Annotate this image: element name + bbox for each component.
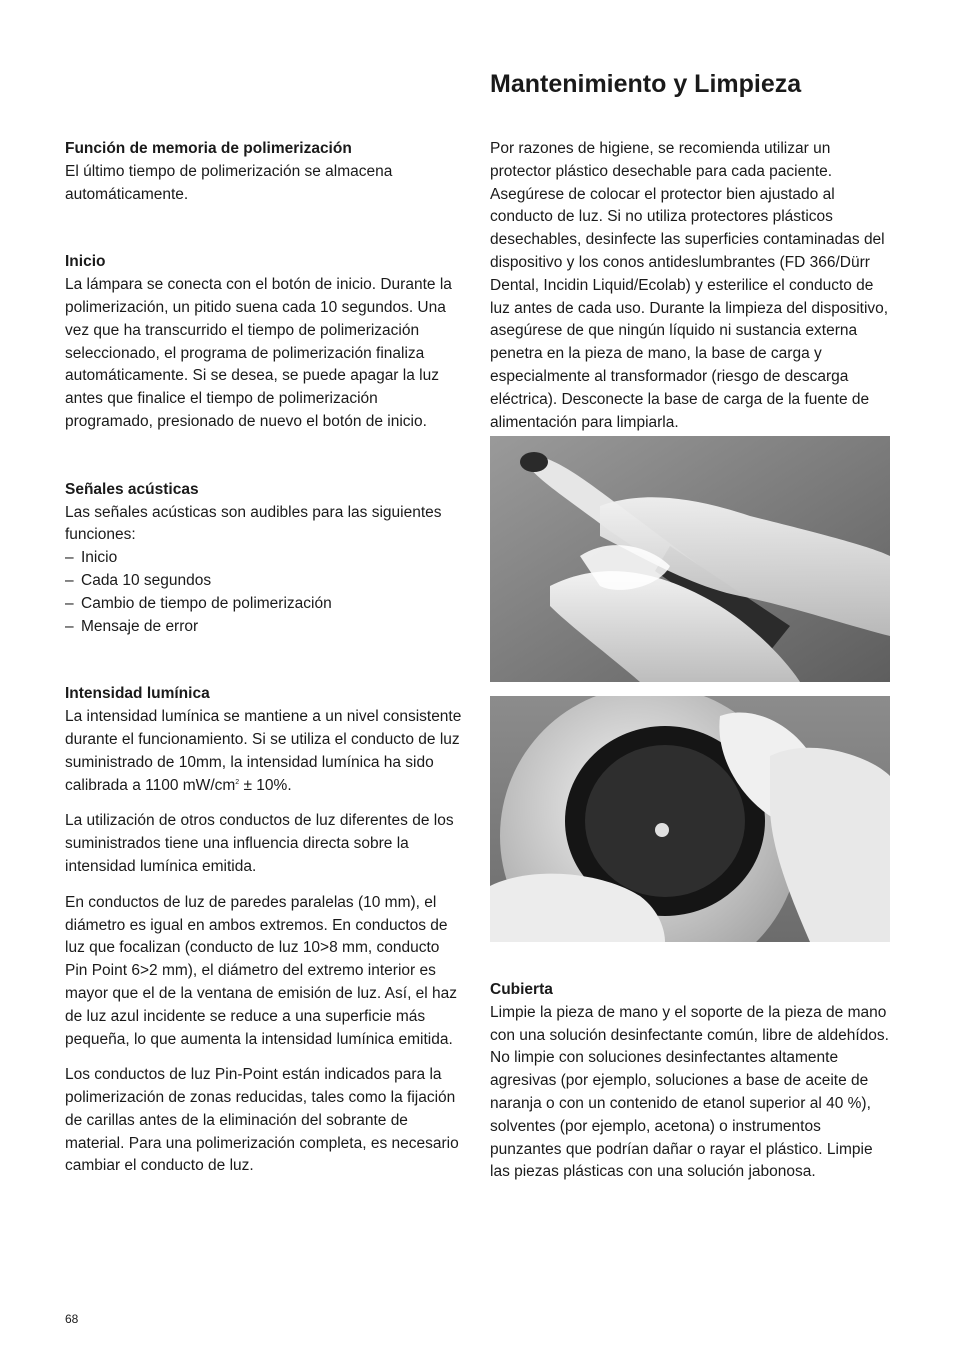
- section-inicio: [65, 251, 465, 433]
- text-higiene: Por razones de higiene, se recomienda utilizar un protector plástico desechable para cada paciente. Asegúrese de colocar el protector bien ajustado al conducto de luz. Si no utiliza protectores plásticos desechables, desinfecte las superficies contaminadas del dispositivo y los conos antideslumbrantes (FD 366/Dürr Dental, Incidin Liquid/Ecolab) y esterilice el conducto de luz antes de cada uso. Durante la limpieza del dispositivo, asegúrese de que ningún líquido ni sustancia externa penetra en la pieza de mano, la base de carga y especialmente al transformador (riesgo de descarga eléctrica). Desconecte la base de carga de la fuente de alimentación para limpiarla.: [490, 140, 889, 431]
- text-cubierta: Limpie la pieza de mano y el soporte de la pieza de mano con una solución desinfectante común, libre de aldehídos. No limpie con soluciones desinfectantes altamente agresivas (por ejemplo, soluciones a base de aceite de naranja o con un contenido de etanol superior al 40 %), solventes (por ejemplo, acetona) o instrumentos punzantes que podrían dañar o rayar el plástico. Limpie las piezas plásticas con una solución jabonosa.: [490, 1003, 889, 1181]
- list-item: – Mensaje de error: [65, 616, 465, 639]
- text-intensidad-1: [65, 706, 465, 797]
- text-intensidad-1-main: La intensidad lumínica se mantiene a un nivel consistente durante el funcionamiento. Si se utiliza el conducto de luz suministrado de 10mm, la intensidad lumínica ha sido calibrada a 1100 mW/cm: [65, 708, 462, 794]
- photo-charger-illustration: [490, 696, 890, 942]
- text-inicio: La lámpara se conecta con el botón de inicio. Durante la polimerización, un pitido suena cada 10 segundos. Una vez que ha transcurrido el tiempo de polimerización seleccionado, el programa de polimerización finaliza automáticamente. Si se desea, se puede apagar la luz antes que finalice el tiempo de polimerización programado, presionado de nuevo el botón de inicio.: [65, 276, 452, 430]
- section-intensidad: [65, 683, 465, 1178]
- heading-senales: Señales acústicas: [65, 480, 199, 498]
- page-title: Mantenimiento y Limpieza: [490, 70, 802, 98]
- text-intensidad-2: La utilización de otros conductos de luz diferentes de los suministrados tiene una influencia directa sobre la intensidad lumínica emitida.: [65, 812, 454, 875]
- page-number: 68: [65, 1312, 79, 1326]
- text-senales-intro: Las señales acústicas son audibles para las siguientes funciones:: [65, 503, 442, 544]
- senales-list: [65, 547, 465, 638]
- section-senales: [65, 479, 465, 639]
- text-intensidad-1-tail: ± 10%.: [239, 776, 292, 794]
- heading-inicio: Inicio: [65, 253, 106, 271]
- left-column: [65, 138, 465, 1178]
- text-intensidad-4: Los conductos de luz Pin-Point están indicados para la polimerización de zonas reducidas, tales como la fijación de carillas antes de la eliminación del sobrante de material. Para una polimerización completa, es necesario cambiar el conducto de luz.: [65, 1066, 459, 1175]
- text-memoria: El último tiempo de polimerización se almacena automáticamente.: [65, 162, 393, 203]
- list-item: – Inicio: [65, 547, 465, 570]
- superscript-2: 2: [235, 778, 240, 786]
- section-higiene: [490, 138, 890, 434]
- right-lower-column: [490, 979, 890, 1184]
- section-cubierta: [490, 979, 890, 1184]
- heading-intensidad: Intensidad lumínica: [65, 685, 210, 703]
- section-memoria: [65, 138, 465, 206]
- list-item: – Cada 10 segundos: [65, 570, 465, 593]
- photo-handpiece-cleaning: [490, 436, 890, 682]
- heading-memoria: Función de memoria de polimerización: [65, 140, 352, 157]
- text-intensidad-3: En conductos de luz de paredes paralelas (10 mm), el diámetro es igual en ambos extremos. En conductos de luz que focalizan (conducto de luz 10>8 mm, conducto Pin Point 6>2 mm), el diámetro del extremo interior es mayor que el de la ventana de emisión de luz. Así, el haz de luz azul incidente se reduce a una superficie más pequeña, lo que aumenta la intensidad lumínica emitida.: [65, 893, 458, 1048]
- photo-handpiece-illustration: [490, 436, 890, 682]
- list-item: – Cambio de tiempo de polimerización: [65, 593, 465, 616]
- heading-cubierta: Cubierta: [490, 981, 553, 998]
- right-column: [490, 138, 890, 434]
- photo-charger-cleaning: [490, 696, 890, 942]
